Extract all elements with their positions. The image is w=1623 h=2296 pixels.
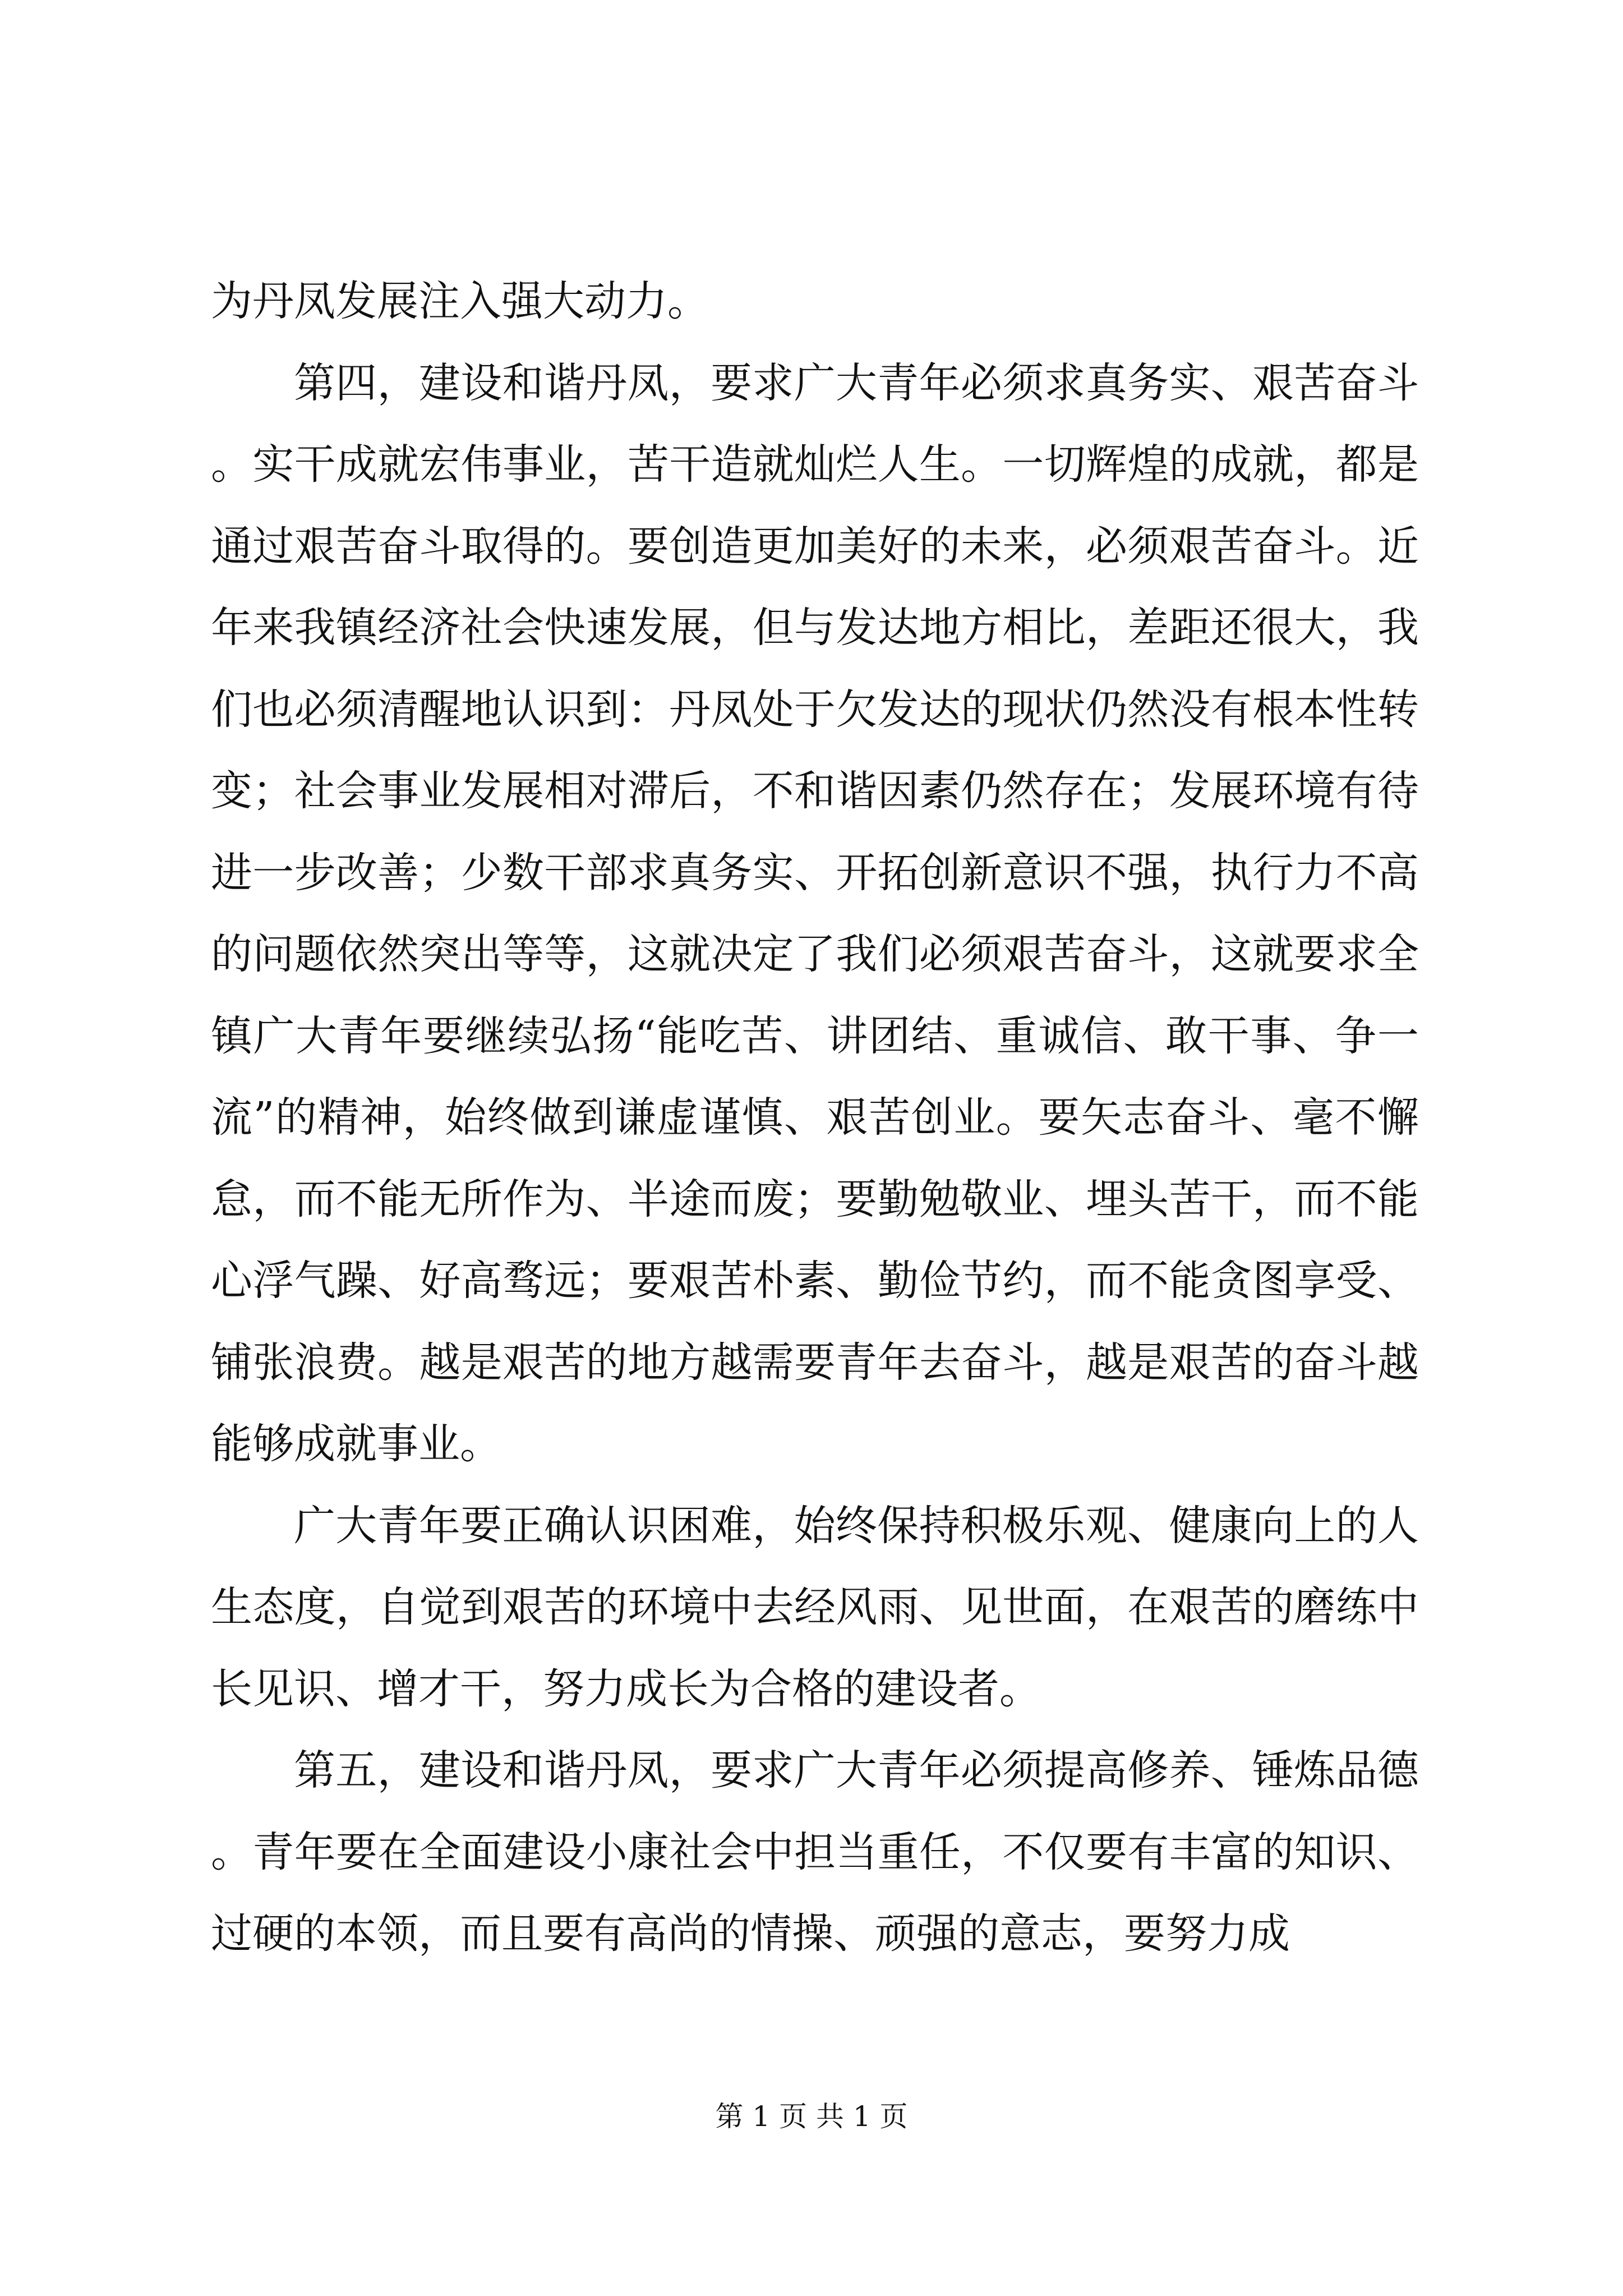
page-number-footer: 第 1 页 共 1 页	[715, 2100, 908, 2133]
paragraph-continuation: 为丹凤发展注入强大动力。	[211, 277, 709, 325]
document-body	[211, 261, 1419, 1975]
paragraph-hardship-attitude: 广大青年要正确认识困难，始终保持积极乐观、健康向上的人生态度，自觉到艰苦的环境中去经风雨、见世面，在艰苦的磨练中长见识、增才干，努力成长为合格的建设者。	[211, 1501, 1419, 1713]
paragraph-fourth-point: 第四，建设和谐丹凤，要求广大青年必须求真务实、艰苦奋斗。实干成就宏伟事业，苦干造就灿烂人生。一切辉煌的成就，都是通过艰苦奋斗取得的。要创造更加美好的未来，必须艰苦奋斗。近年来我镇经济社会快速发展，但与发达地方相比，差距还很大，我们也必须清醒地认识到：丹凤处于欠发达的现状仍然没有根本性转变；社会事业发展相对滞后，不和谐因素仍然存在；发展环境有待进一步改善；少数干部求真务实、开拓创新意识不强，执行力不高的问题依然突出等等，这就决定了我们必须艰苦奋斗，这就要求全镇广大青年要继续弘扬“能吃苦、讲团结、重诚信、敢干事、争一流”的精神，始终做到谦虚谨慎、艰苦创业。要矢志奋斗、毫不懈怠，而不能无所作为、半途而废；要勤勉敬业、埋头苦干，而不能心浮气躁、好高骛远；要艰苦朴素、勤俭节约，而不能贪图享受、铺张浪费。越是艰苦的地方越需要青年去奋斗，越是艰苦的奋斗越能够成就事业。	[211, 358, 1419, 1468]
paragraph-fifth-point: 第五，建设和谐丹凤，要求广大青年必须提高修养、锤炼品德。青年要在全面建设小康社会中担当重任，不仅要有丰富的知识、过硬的本领，而且要有高尚的情操、顽强的意志，要努力成	[211, 1746, 1419, 1958]
